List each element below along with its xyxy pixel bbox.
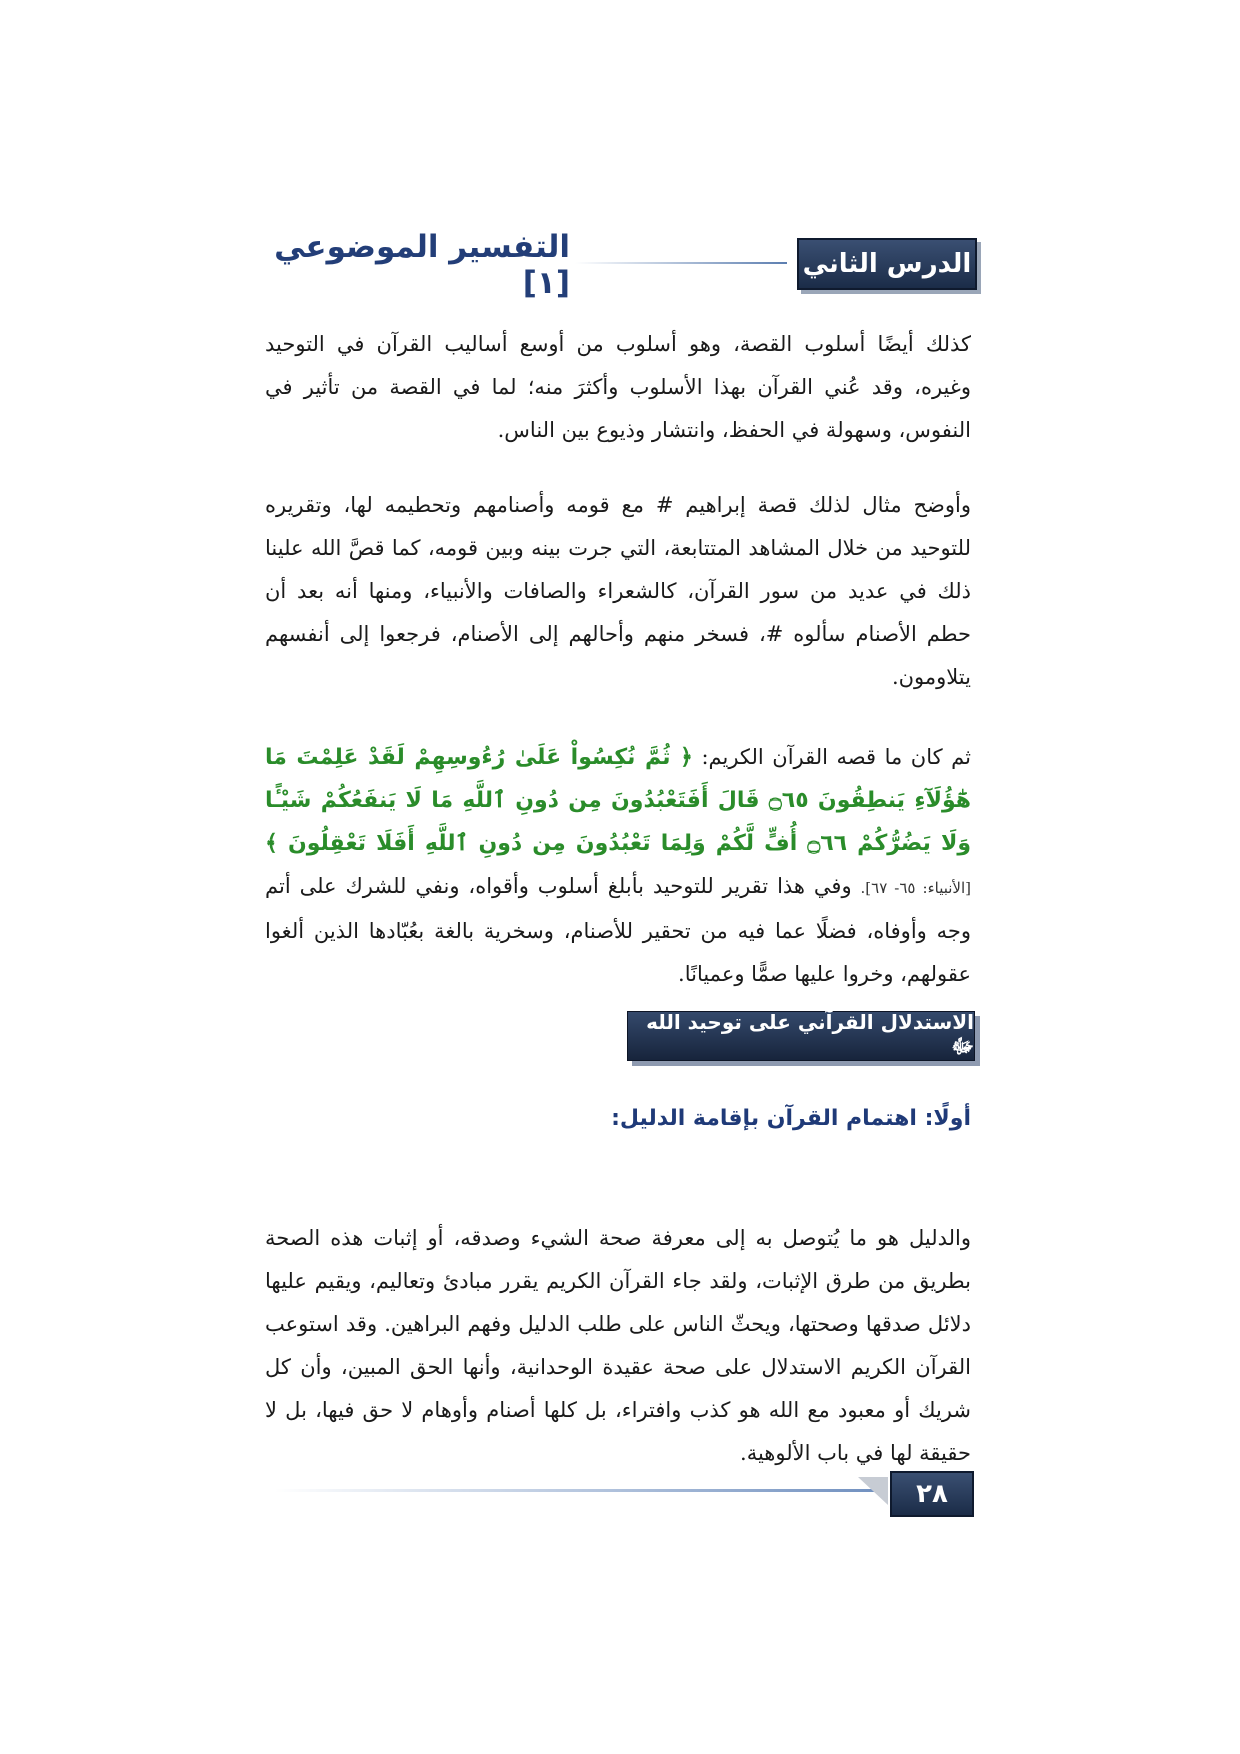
section-title: الاستدلال القرآني على توحيد الله ﷻ: [646, 1009, 974, 1058]
subheading-evidence: أولًا: اهتمام القرآن بإقامة الدليل:: [611, 1106, 971, 1131]
lesson-label: الدرس الثاني: [802, 249, 972, 279]
section-heading-band: [627, 1011, 975, 1061]
verse-reference: [الأنبياء: ٦٥- ٦٧].: [860, 879, 971, 897]
quote-commentary: وفي هذا تقرير للتوحيد بأبلغ أسلوب وأقواه، ونفي للشرك على أتم وجه وأوفاه، فضلًا عما فيه من تحقير للأصنام، وسخرية بالغة بعُبّادها الذين ألغوا عقولهم، وخروا عليها صمًّا وعميانًا.: [265, 874, 971, 986]
page-number-badge: [890, 1471, 974, 1517]
footer-divider: [275, 1489, 885, 1492]
quran-verses: ﴿ ثُمَّ نُكِسُواْ عَلَىٰ رُءُوسِهِمْ لَقَدْ عَلِمْتَ مَا هَٰٓؤُلَآءِ يَنطِقُونَ ۝٦٥ قَالَ أَفَتَعْبُدُونَ مِن دُونِ ٱللَّهِ مَا لَا يَنفَعُكُمْ شَيْـًٔا وَلَا يَضُرُّكُمْ ۝٦٦ أُفٍّ لَّكُمْ وَلِمَا تَعْبُدُونَ مِن دُونِ ٱللَّهِ أَفَلَا تَعْقِلُونَ ﴾: [265, 745, 972, 856]
page-number: ٢٨: [916, 1479, 948, 1509]
quote-intro: ثم كان ما قصه القرآن الكريم:: [701, 745, 971, 769]
lesson-badge: [797, 238, 977, 290]
paragraph-ibrahim-example: وأوضح مثال لذلك قصة إبراهيم # مع قومه وأصنامهم وتحطيمه لها، وتقريره للتوحيد من خلال المشاهد المتتابعة، التي جرت بينه وبين قومه، كما قصَّ الله علينا ذلك في عديد من سور القرآن، كالشعراء والصافات والأنبياء، ومنها أنه بعد أن حطم الأصنام سألوه #، فسخر منهم وأحالهم إلى الأصنام، فرجعوا إلى أنفسهم يتلاومون.: [265, 493, 971, 689]
paragraph-evidence-definition: والدليل هو ما يُتوصل به إلى معرفة صحة الشيء وصدقه، أو إثبات هذه الصحة بطريق من طرق الإثبات، ولقد جاء القرآن الكريم يقرر مبادئ وتعاليم، ويقيم عليها دلائل صدقها وصحتها، ويحثّ الناس على طلب الدليل وفهم البراهين. وقد استوعب القرآن الكريم الاستدلال على صحة عقيدة الوحدانية، وأنها الحق المبين، وأن كل شريك أو معبود مع الله هو كذب وافتراء، بل كلها أصنام وأوهام لا حق فيها، بل لا حقيقة لها في باب الألوهية.: [265, 1226, 971, 1465]
book-title: التفسير الموضوعي [١]: [274, 229, 570, 301]
header-divider: [575, 262, 787, 264]
paragraph-quran-quote: [265, 736, 971, 996]
paragraph-story-method: كذلك أيضًا أسلوب القصة، وهو أسلوب من أوسع أساليب القرآن في التوحيد وغيره، وقد عُني القرآن بهذا الأسلوب وأكثرَ منه؛ لما في القصة من تأثير في النفوس، وسهولة في الحفظ، وانتشار وذيوع بين الناس.: [265, 332, 971, 442]
